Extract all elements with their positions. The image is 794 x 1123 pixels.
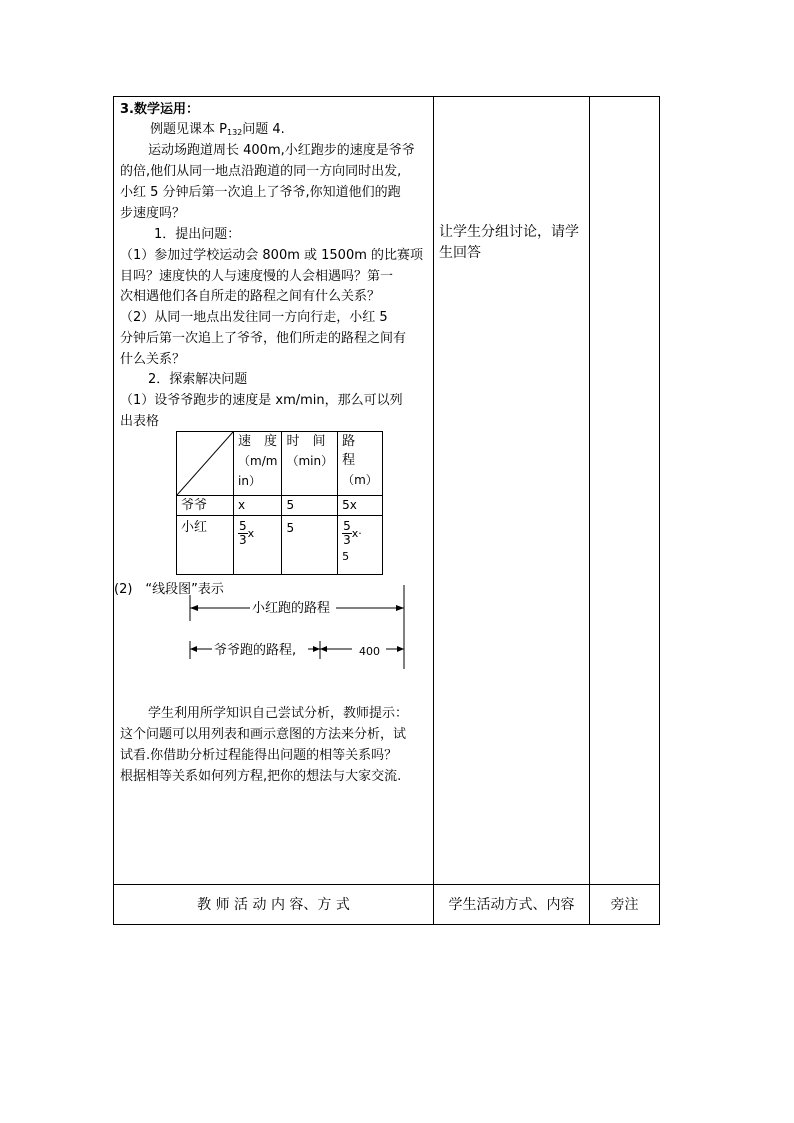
diagram-bottom-label: 爷爷跑的路程, (214, 643, 297, 658)
question1-line: （1）参加过学校运动会 800m 或 1500m 的比赛项 (120, 248, 424, 263)
fraction: $\frac{5}{3}$ (239, 519, 247, 547)
closing-line: 试看.你借助分析过程能得出问题的相等关系吗？ (120, 748, 398, 763)
xiaohong-distance: $\frac{5}{3}$ x· 5 (338, 516, 383, 575)
row-name-grandpa: 爷爷 (177, 496, 234, 516)
example-reference: 例题见课本 $P_{132}$问题 4. (150, 122, 285, 137)
row-name-xiaohong: 小红 (177, 516, 234, 575)
closing-line: 这个问题可以用列表和画示意图的方法来分析，试 (120, 727, 407, 742)
question1-line: 目吗？速度快的人与速度慢的人会相遇吗？第一 (120, 269, 394, 284)
footer-notes: 旁注 (610, 897, 639, 913)
column-divider-2 (589, 97, 590, 924)
section-heading: 3.数学运用： (120, 102, 199, 117)
question2-line: 分钟后第一次追上了爷爷，他们所走的路程之间有 (120, 331, 407, 346)
footer-divider (114, 884, 659, 885)
lesson-plan-table (113, 96, 660, 925)
diagram-top-label: 小红跑的路程 (252, 601, 331, 616)
xiaohong-speed: $\frac{5}{3}$ x (234, 516, 282, 575)
question2-line: （2）从同一地点出发往同一方向行走，小红 5 (120, 310, 388, 325)
column-divider-1 (433, 97, 434, 924)
grandpa-speed: x (234, 496, 282, 516)
solution1-line: 出表格 (120, 414, 160, 429)
table-row (177, 516, 383, 575)
footer-teacher-activity: 教 师 活 动 内 容、方 式 (197, 897, 350, 913)
line-diagram-label: (2) “线段图”表示 (114, 582, 224, 597)
step2-title: 2．探索解决问题 (148, 372, 248, 387)
student-activity-line: 让学生分组讨论，请学 (439, 224, 579, 240)
student-activity-line: 生回答 (439, 245, 481, 261)
diagram-gap-label: 400 (359, 645, 380, 658)
grandpa-distance: 5x (338, 496, 383, 516)
problem-line: 运动场跑道周长 400m,小红跑步的速度是爷爷 (148, 143, 415, 158)
question2-line: 什么关系？ (120, 352, 186, 367)
step1-title: 1．提出问题： (154, 227, 241, 242)
problem-line: 的倍,他们从同一地点沿跑道的同一方向同时出发, (120, 164, 402, 179)
xiaohong-time: 5 (282, 516, 338, 575)
header-time: 时 间 （min） (282, 432, 338, 496)
footer-student-activity: 学生活动方式、内容 (448, 897, 575, 913)
problem-line: 步速度吗？ (120, 206, 186, 221)
closing-line: 根据相等关系如何列方程,把你的想法与大家交流. (120, 769, 402, 784)
question1-line: 次相遇他们各自所走的路程之间有什么关系？ (120, 289, 381, 304)
grandpa-time: 5 (282, 496, 338, 516)
fraction: $\frac{5}{3}$ (343, 519, 351, 547)
solution1-line: （1）设爷爷跑步的速度是 xm/min，那么可以列 (120, 393, 403, 408)
header-distance: 路 程 （m） (338, 432, 383, 496)
problem-line: 小红 5 分钟后第一次追上了爷爷,你知道他们的跑 (120, 185, 401, 200)
header-speed: 速 度 （m/m in） (234, 432, 282, 496)
diagonal-header-cell (177, 432, 234, 496)
closing-line: 学生利用所学知识自己尝试分析，教师提示： (148, 706, 409, 721)
diagonal-line (177, 432, 233, 495)
speed-time-distance-table (176, 431, 383, 575)
table-row (177, 496, 383, 516)
